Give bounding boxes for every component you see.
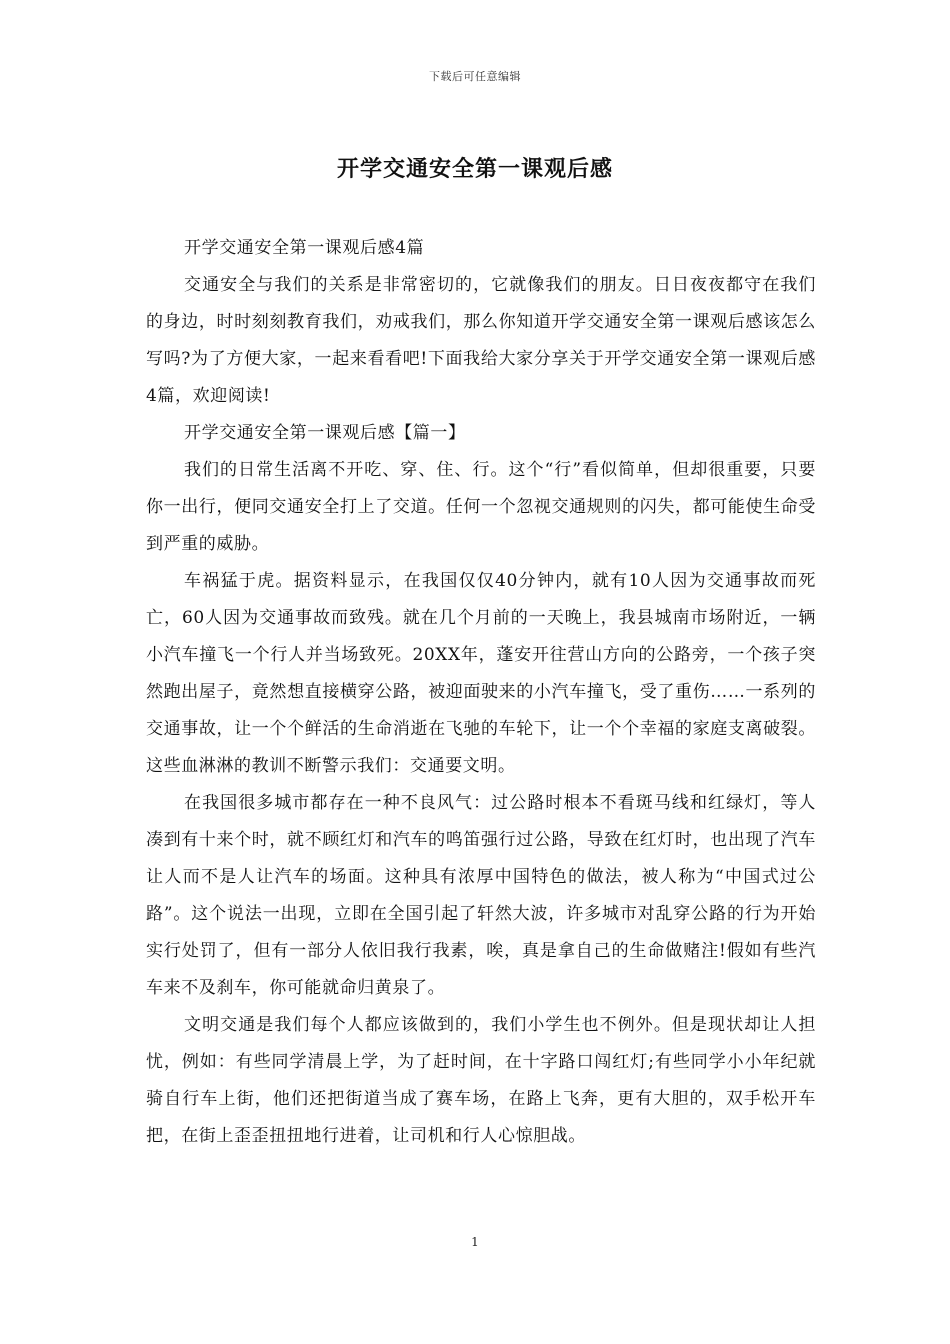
body-paragraph: 车祸猛于虎。据资料显示，在我国仅仅40分钟内，就有10人因为交通事故而死亡，60人因为交通事故而致残。就在几个月前的一天晚上，我县城南市场附近，一辆小汽车撞飞一个行人并当场致死。20XX年，蓬安开往营山方向的公路旁，一个孩子突然跑出屋子，竟然想直接横穿公路，被迎面驶来的小汽车撞飞，受了重伤……一系列的交通事故，让一个个鲜活的生命消逝在飞驰的车轮下，让一个个幸福的家庭支离破裂。这些血淋淋的教训不断警示我们：交通要文明。 bbox=[146, 571, 816, 776]
subtitle-paragraph: 开学交通安全第一课观后感4篇 bbox=[184, 238, 425, 258]
body-paragraph: 我们的日常生活离不开吃、穿、住、行。这个“行”看似简单，但却很重要，只要你一出行，便同交通安全打上了交道。任何一个忽视交通规则的闪失，都可能使生命受到严重的威胁。 bbox=[146, 460, 816, 554]
document-title: 开学交通安全第一课观后感 bbox=[336, 156, 613, 182]
document-body bbox=[146, 230, 816, 1155]
body-paragraph: 文明交通是我们每个人都应该做到的，我们小学生也不例外。但是现状却让人担忧，例如：有些同学清晨上学，为了赶时间，在十字路口闯红灯;有些同学小小年纪就骑自行车上街，他们还把街道当成了赛车场，在路上飞奔，更有大胆的，双手松开车把，在街上歪歪扭扭地行进着，让司机和行人心惊胆战。 bbox=[146, 1015, 816, 1146]
body-paragraph: 在我国很多城市都存在一种不良风气：过公路时根本不看斑马线和红绿灯，等人凑到有十来个时，就不顾红灯和汽车的鸣笛强行过公路，导致在红灯时，也出现了汽车让人而不是人让汽车的场面。这种具有浓厚中国特色的做法，被人称为“中国式过公路”。这个说法一出现，立即在全国引起了轩然大波，许多城市对乱穿公路的行为开始实行处罚了，但有一部分人依旧我行我素，唉，真是拿自己的生命做赌注!假如有些汽车来不及刹车，你可能就命归黄泉了。 bbox=[146, 793, 816, 998]
intro-paragraph: 交通安全与我们的关系是非常密切的，它就像我们的朋友。日日夜夜都守在我们的身边，时时刻刻教育我们，劝戒我们，那么你知道开学交通安全第一课观后感该怎么写吗?为了方便大家，一起来看看吧!下面我给大家分享关于开学交通安全第一课观后感4篇，欢迎阅读! bbox=[146, 275, 816, 406]
section-heading: 开学交通安全第一课观后感【篇一】 bbox=[184, 423, 466, 443]
page-number: 1 bbox=[471, 1235, 479, 1249]
header-note: 下载后可任意编辑 bbox=[429, 70, 521, 83]
